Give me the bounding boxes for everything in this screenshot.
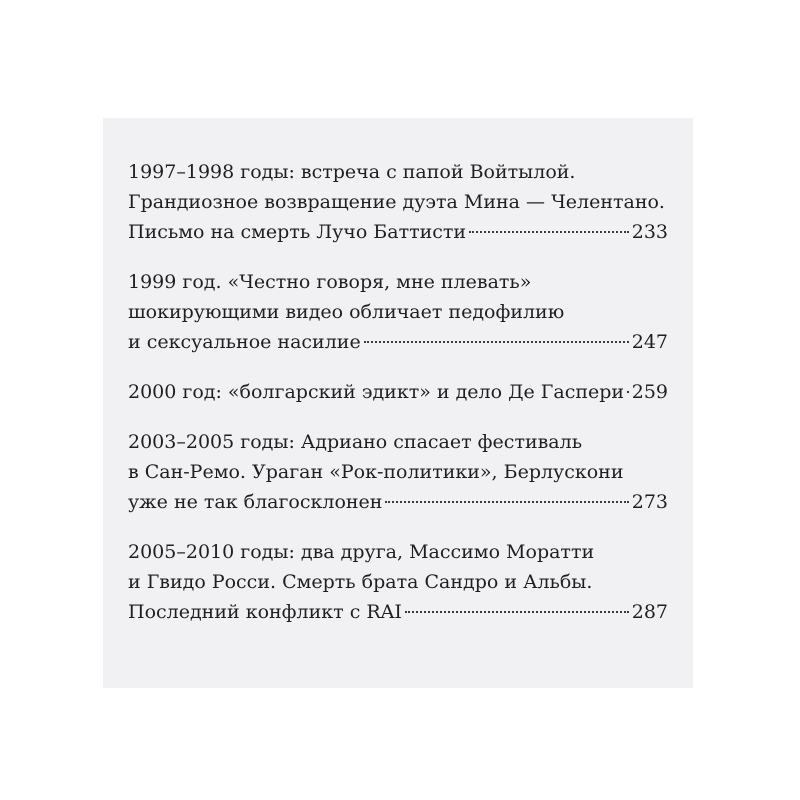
dot-leader <box>405 611 629 613</box>
toc-entry-last-line <box>128 327 668 357</box>
toc-entry-text: 2000 год: «болгарский эдикт» и дело Де Гаспери <box>128 381 625 403</box>
toc-entry-line: 1997–1998 годы: встреча с папой Войтылой. <box>128 161 576 183</box>
dot-leader <box>469 231 629 233</box>
toc-entry-last-line <box>128 597 668 627</box>
toc-entry-text: уже не так благосклонен <box>128 491 383 513</box>
toc-entry <box>128 427 668 517</box>
toc-entry-line: 2005–2010 годы: два друга, Массимо Моратти <box>128 541 595 563</box>
page-number: 247 <box>631 331 668 353</box>
page-number: 287 <box>631 601 668 623</box>
toc-entry-text: Последний конфликт с RAI <box>128 601 402 623</box>
page-number: 233 <box>631 221 668 243</box>
toc-entry-text: Письмо на смерть Лучо Баттисти <box>128 221 467 243</box>
page-number: 273 <box>631 491 668 513</box>
toc-entry <box>128 267 668 357</box>
toc-entry <box>128 377 668 407</box>
page-number: 259 <box>631 381 668 403</box>
toc-entry-text: и сексуальное насилие <box>128 331 361 353</box>
toc-entry-line: в Сан-Ремо. Ураган «Рок-политики», Берлускони <box>128 461 624 483</box>
toc-entry-line: шокирующими видео обличает педофилию <box>128 301 565 323</box>
toc-entry <box>128 157 668 247</box>
toc-entry-line: 1999 год. «Честно говоря, мне плевать» <box>128 271 532 293</box>
toc-entry-line: 2003–2005 годы: Адриано спасает фестиваль <box>128 431 583 453</box>
table-of-contents <box>128 157 668 647</box>
toc-entry-line: Грандиозное возвращение дуэта Мина — Челентано. <box>128 191 665 213</box>
toc-entry-last-line <box>128 377 668 407</box>
toc-entry-last-line <box>128 487 668 517</box>
toc-entry <box>128 537 668 627</box>
toc-entry-last-line <box>128 217 668 247</box>
dot-leader <box>627 391 629 393</box>
toc-entry-line: и Гвидо Росси. Смерть брата Сандро и Альбы. <box>128 571 593 593</box>
dot-leader <box>364 341 629 343</box>
dot-leader <box>385 501 628 503</box>
